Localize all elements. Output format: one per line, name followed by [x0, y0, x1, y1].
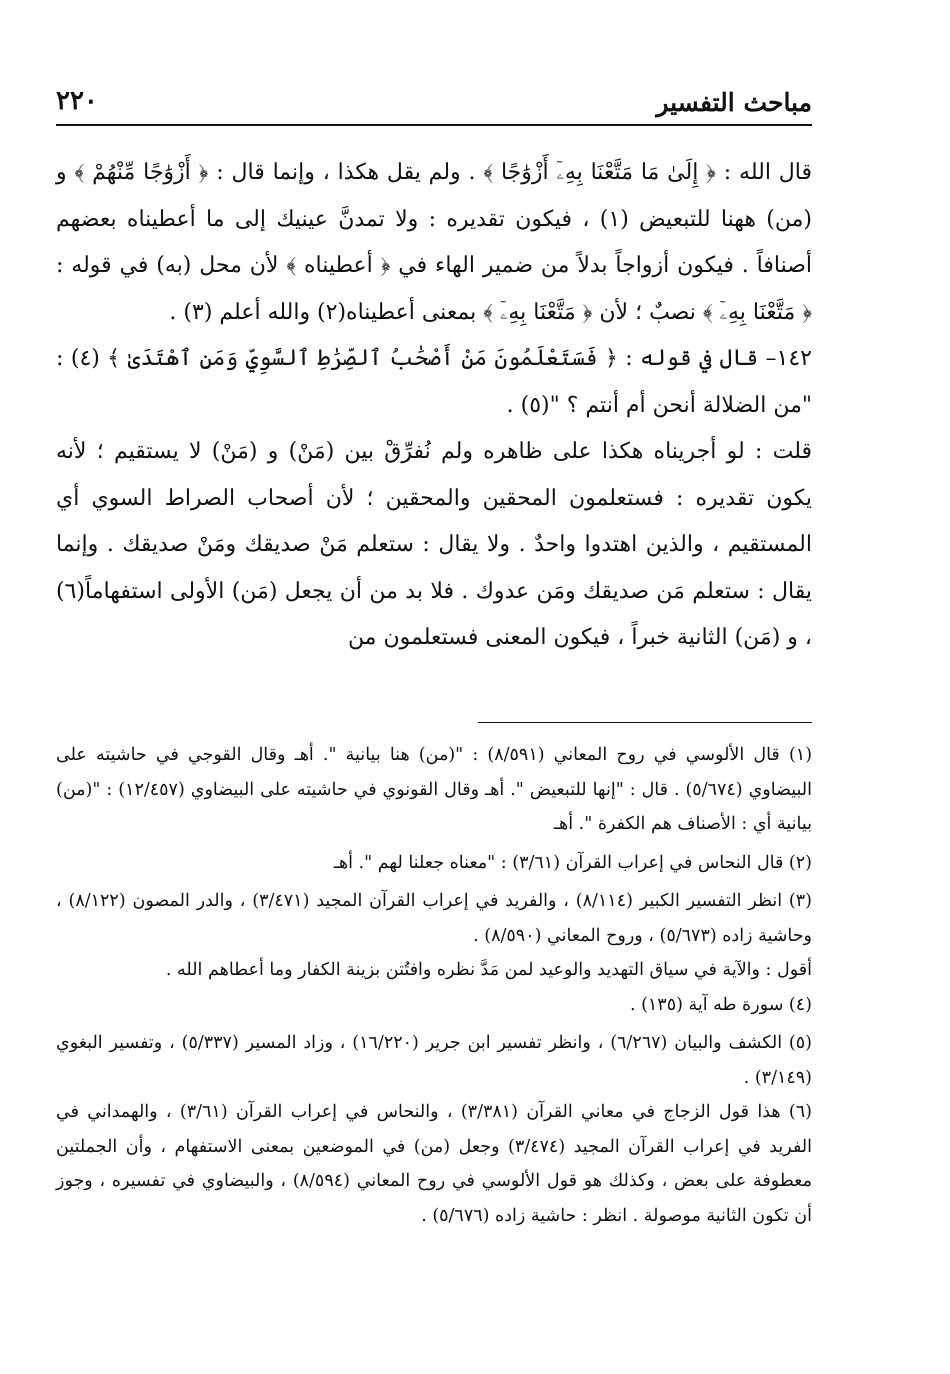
page-header — [56, 84, 812, 124]
main-text — [56, 150, 812, 662]
footnotes — [56, 738, 812, 1233]
footnote-2: (٢) قال النحاس في إعراب القرآن (٣/٦١) : "معناه جعلنا لهم ". أهـ — [333, 852, 812, 873]
header-divider — [56, 124, 812, 126]
paragraph-author-note: قلت : لو أجريناه هكذا على ظاهره ولم نُفرِّقْ بين (مَنْ) و (مَنْ) لا يستقيم ؛ لأنه يكون تقديره : فستعلمون المحقين والمحقين ؛ لأن أصحاب الصراط السوي أي المستقيم ، والذين اهتدوا واحدٌ . ولا يقال : ستعلم مَنْ صديقك ومَنْ صديقك . وإنما يقال : ستعلم مَن صديقك ومَن عدوك . فلا بد من أن يجعل (مَن) الأولى استفهاماً(٦) ، و (مَن) الثانية خبراً ، فيكون المعنى فستعلمون من — [56, 439, 812, 650]
footnote-1: (١) قال الألوسي في روح المعاني (٨/٥٩١) : "(من) هنا بيانية ". أهـ وقال القوجي في حاشيته على البيضاوي (٥/٦٧٤) . قال : "إنها للتبعيض ". أهـ وقال القونوي في حاشيته على البيضاوي (١٢/٤٥٧) : "(من) بيانية أي : الأصناف هم الكفرة ". أهـ — [56, 745, 813, 834]
running-title: مباحث التفسير — [656, 88, 812, 117]
page-number: ٢٢٠ — [56, 86, 98, 116]
footnote-divider — [478, 722, 812, 723]
paragraph-quran-commentary: قال الله : ﴿ إِلَىٰ مَا مَتَّعْنَا بِهِۦٓ أَزْوَٰجًا ﴾ . ولم يقل هكذا ، وإنما قال : ﴿ أَزْوَٰجًا مِّنْهُمْ ﴾ و (من) ههنا للتبعيض (١) ، فيكون تقديره : ولا تمدنَّ عينيك إلى ما أعطيناه بعضهم أصنافاً . فيكون أزواجاً بدلاً من ضمير الهاء في ﴿ أعطيناه ﴾ لأن محل (به) في قوله : ﴿ مَتَّعْنَا بِهِۦٓ ﴾ نصبٌ ؛ لأن ﴿ مَتَّعْنَا بِهِۦٓ ﴾ بمعنى أعطيناه(٢) والله أعلم (٣) . — [56, 160, 812, 325]
footnote-4: (٤) سورة طه آية (١٣٥) . — [629, 994, 812, 1015]
paragraph-142: ١٤٢– قال في قوله : ﴿ فَسَتَعْلَمُونَ مَنْ أَصْحَٰبُ ٱلصِّرَٰطِ ٱلسَّوِيِّ وَمَنِ ٱهْتَدَىٰ ﴾ (٤) : "من الضلالة أنحن أم أنتم ؟ "(٥) . — [56, 346, 812, 418]
footnote-3: (٣) انظر التفسير الكبير (٨/١١٤) ، والفريد في إعراب القرآن المجيد (٣/٤٧١) ، والدر المصون (٨/١٢٢) ، وحاشية زاده (٥/٦٧٣) ، وروح المعاني (٨/٥٩٠) . — [56, 891, 812, 946]
footnote-5: (٥) الكشف والبيان (٦/٢٦٧) ، وانظر تفسير ابن جرير (١٦/٢٢٠) ، وزاد المسير (٥/٣٣٧) ، وتفسير البغوي (٣/١٤٩) . — [56, 1033, 812, 1088]
footnote-3-remark: أقول : والآية في سياق التهديد والوعيد لمن مَدَّ نظره وافتُتن بزينة الكفار وما أعطاهم الله . — [165, 960, 812, 980]
footnote-6: (٦) هذا قول الزجاج في معاني القرآن (٣/٣٨١) ، والنحاس في إعراب القرآن (٣/٦١) ، والهمداني في الفريد في إعراب القرآن المجيد (٣/٤٧٤) وجعل (من) في الموضعين بمعنى الاستفهام ، وأن الجملتين معطوفة على بعض ، وكذلك هو قول الألوسي في روح المعاني (٨/٥٩٤) ، والبيضاوي في تفسيره ، وجوز أن تكون الثانية موصولة . انظر : حاشية زاده (٥/٦٧٦) . — [56, 1102, 812, 1226]
